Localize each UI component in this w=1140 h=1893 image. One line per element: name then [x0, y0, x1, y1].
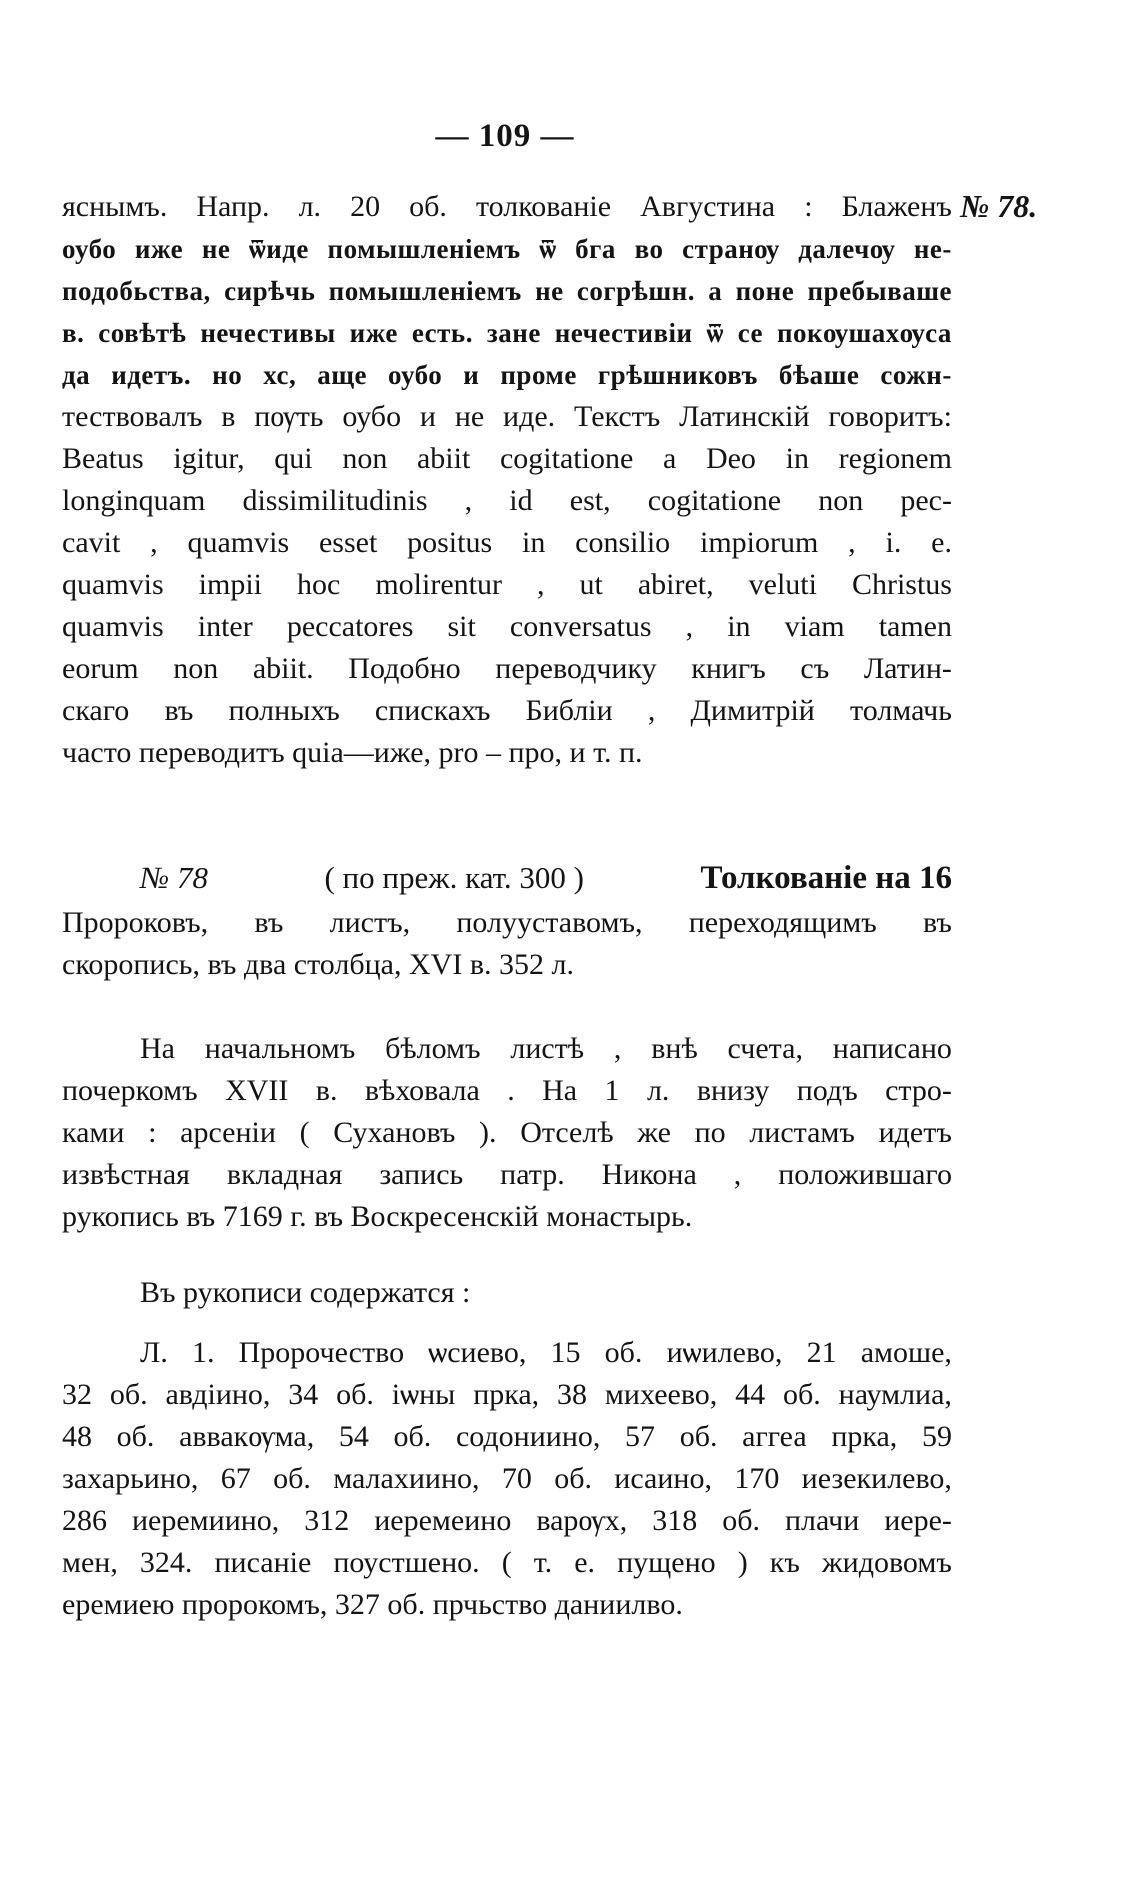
text-line: longinquam dissimilitudinis , id est, cogitatione non pec-: [62, 484, 952, 517]
text-line: подобьства, сирѣчь помышленіемъ не согрѣшн. а поне пребываше: [62, 276, 952, 306]
text-line: извѣстная вкладная запись патр. Никона , положившаго: [62, 1158, 952, 1191]
text-line: quamvis impii hoc molirentur , ut abiret, veluti Christus: [62, 568, 952, 601]
paragraph-provenance: [62, 1028, 952, 1238]
margin-reference: № 78.: [960, 188, 1038, 224]
text-line: eorum non abiit. Подобно переводчику книгъ съ Латин-: [62, 652, 952, 685]
text-line: На начальномъ бѣломъ листѣ , внѣ счета, написано: [140, 1032, 952, 1065]
paragraph-commentary: [62, 186, 952, 774]
text-line: да идетъ. но хс, аще оубо и проме грѣшниковъ бѣаше сожн-: [62, 360, 952, 390]
entry-heading-line: [62, 856, 952, 900]
entry-prev-catalog: ( по преж. кат. 300 ): [324, 860, 584, 895]
text-line: 286 иеремиино, 312 иеремеино варѹх, 318 об. плачи иере-: [62, 1504, 952, 1537]
text-line: оубо иже не ѿиде помышленіемъ ѿ бга во странѹ далечѹ не-: [62, 234, 952, 264]
text-line: почеркомъ XVII в. вѣховала . На 1 л. внизу подъ стро-: [62, 1074, 952, 1107]
text-line: ками : арсеніи ( Сухановъ ). Отселѣ же по листамъ идетъ: [62, 1116, 952, 1149]
text-line: рукопись въ 7169 г. въ Воскресенскій монастырь.: [62, 1200, 693, 1233]
text-line: Въ рукописи содержатся :: [140, 1276, 471, 1309]
text-line: в. совѣтѣ нечестивы иже есть. зане нечестивіи ѿ се покѹшахѹса: [62, 318, 952, 348]
text-line: cavit , quamvis esset positus in consilio impiorum , i. e.: [62, 526, 952, 559]
entry-number: № 78: [140, 860, 208, 895]
text-line: мен, 324. писаніе поустшено. ( т. е. пущено ) къ жидовомъ: [62, 1546, 952, 1579]
paragraph-contents-intro: [62, 1272, 952, 1314]
text-line: 48 об. аввакѹма, 54 об. содониино, 57 об. аггеа прка, 59: [62, 1420, 952, 1453]
entry-description-line: Пророковъ, въ листъ, полууставомъ, переходящимъ въ: [62, 906, 952, 939]
text-line: скаго въ полныхъ спискахъ Библіи , Димитрій толмачь: [62, 694, 952, 727]
entry-title: Толкованіе на 16: [700, 860, 952, 896]
entry-description-line: скоропись, въ два столбца, XVI в. 352 л.: [62, 948, 574, 981]
paragraph-contents-list: [62, 1332, 952, 1626]
text-line: часто переводитъ quia—иже, pro – про, и т. п.: [62, 736, 643, 769]
text-line: quamvis inter peccatores sit conversatus , in viam tamen: [62, 610, 952, 643]
text-line: 32 об. авдіино, 34 об. іѡны прка, 38 михеево, 44 об. наумлиа,: [62, 1378, 952, 1411]
text-line: Beatus igitur, qui non abiit cogitatione a Deo in regionem: [62, 442, 952, 475]
text-line: Л. 1. Пророчество ѡсиево, 15 об. иѡилево, 21 амоше,: [140, 1336, 952, 1369]
text-line: захарьино, 67 об. малахиино, 70 об. исаино, 170 иезекилево,: [62, 1462, 952, 1495]
text-line: еремиею пророкомъ, 327 об. прчьство даниилво.: [62, 1588, 683, 1621]
text-line: яснымъ. Напр. л. 20 об. толкованіе Августина : Блаженъ: [62, 190, 952, 223]
catalog-entry: [62, 856, 952, 986]
text-line: тествовалъ в пѹть оубо и не иде. Текстъ Латинскій говоритъ:: [62, 400, 952, 433]
page-number: — 109 —: [435, 118, 575, 154]
